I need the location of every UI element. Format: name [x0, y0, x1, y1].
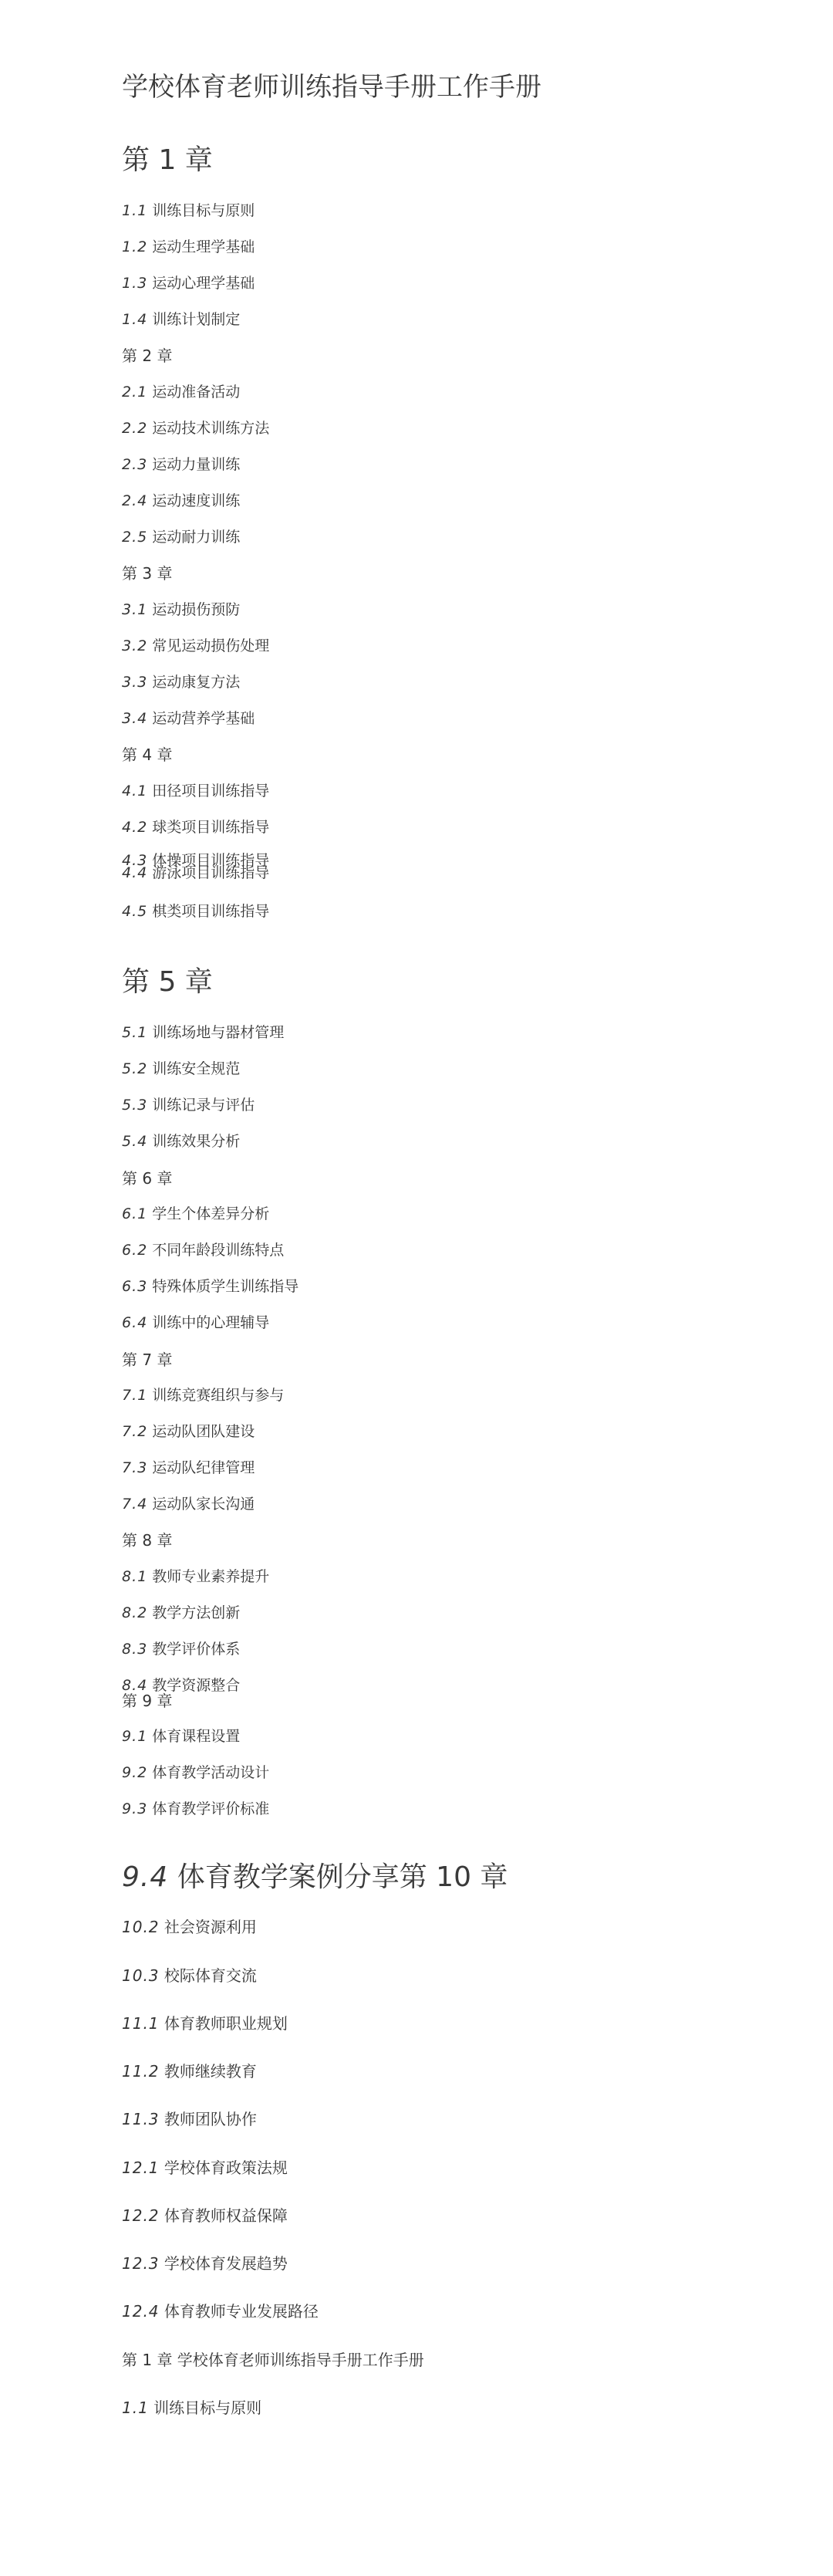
toc-item	[122, 276, 255, 291]
chapter-heading	[122, 2352, 424, 2368]
section-number: 4.3	[122, 852, 148, 869]
chapter-heading	[122, 1352, 172, 1367]
toc-item	[122, 313, 240, 327]
document-title: 学校体育老师训练指导手册工作手册	[122, 72, 541, 103]
toc-item	[122, 784, 269, 799]
section-title: 训练安全规范	[152, 1060, 241, 1077]
section-number: 4.4	[122, 864, 148, 881]
section-number: 6.2	[122, 1242, 148, 1259]
section-title: 运动心理学基础	[152, 275, 255, 292]
section-title: 球类项目训练指导	[152, 819, 270, 836]
section-number: 11.1	[122, 2014, 160, 2033]
toc-item	[122, 458, 240, 472]
chapter-heading	[122, 1171, 172, 1186]
toc-item	[122, 204, 255, 218]
section-number: 1.1	[122, 2399, 149, 2417]
section-number: 11.2	[122, 2062, 160, 2081]
section-title: 学生个体差异分析	[152, 1205, 270, 1222]
section-number: 2.4	[122, 492, 148, 509]
section-title: 教师团队协作	[164, 2110, 257, 2128]
section-title: 社会资源利用	[164, 1918, 257, 1936]
toc-item	[122, 2016, 288, 2031]
section-number: 6.3	[122, 1278, 148, 1295]
section-number: 7.2	[122, 1423, 148, 1440]
section-title: 第 8 章	[122, 1531, 173, 1550]
chapter-heading	[122, 966, 213, 998]
chapter-heading	[122, 144, 213, 176]
section-number: 4.2	[122, 819, 148, 836]
toc-item	[122, 2400, 261, 2415]
toc-item	[122, 1280, 298, 1294]
section-number: 5.4	[122, 1133, 148, 1150]
section-title: 第 6 章	[122, 1169, 173, 1188]
section-number: 10.3	[122, 1966, 160, 1985]
section-number: 3.3	[122, 674, 148, 691]
section-title: 训练竞赛组织与参与	[152, 1387, 285, 1404]
toc-item	[122, 1642, 240, 1657]
toc-item	[122, 1570, 269, 1584]
section-number: 8.1	[122, 1568, 148, 1585]
section-title: 教学方法创新	[152, 1604, 241, 1621]
toc-item	[122, 2304, 319, 2319]
section-title: 第 4 章	[122, 745, 173, 764]
section-number: 1.1	[122, 202, 148, 219]
toc-item	[122, 2064, 257, 2079]
toc-item	[122, 1729, 240, 1744]
section-title: 训练中的心理辅导	[152, 1314, 270, 1331]
section-title: 第 1 章 学校体育老师训练指导手册工作手册	[122, 2351, 424, 2369]
section-title: 学校体育政策法规	[164, 2158, 288, 2177]
chapter-heading	[122, 566, 172, 581]
toc-item	[122, 1919, 257, 1935]
toc-item	[122, 712, 255, 726]
toc-item	[122, 1098, 255, 1113]
section-title: 体育教学评价标准	[152, 1800, 270, 1817]
section-title: 运动营养学基础	[152, 710, 255, 727]
section-number: 5.2	[122, 1060, 148, 1077]
section-title: 体育教学活动设计	[152, 1764, 270, 1781]
toc-item	[122, 1316, 269, 1330]
section-title: 训练计划制定	[152, 311, 241, 328]
section-title: 教师继续教育	[164, 2062, 257, 2081]
toc-item	[122, 2111, 257, 2127]
section-number: 9.2	[122, 1764, 148, 1781]
section-title: 运动队家长沟通	[152, 1496, 255, 1513]
section-title: 训练场地与器材管理	[152, 1024, 285, 1041]
section-number: 1.2	[122, 238, 148, 255]
section-number: 12.4	[122, 2302, 160, 2321]
section-number: 8.4	[122, 1677, 148, 1694]
section-title: 运动力量训练	[152, 456, 241, 473]
section-title: 第 2 章	[122, 347, 173, 365]
section-title: 田径项目训练指导	[152, 783, 270, 800]
toc-item	[122, 530, 240, 545]
section-title: 校际体育交流	[164, 1966, 257, 1985]
section-number: 7.1	[122, 1387, 148, 1404]
chapter-heading	[122, 1693, 172, 1709]
section-title: 教师专业素养提升	[152, 1568, 270, 1585]
section-number: 2.5	[122, 529, 148, 546]
section-number: 9.4	[122, 1861, 169, 1893]
section-title: 学校体育发展趋势	[164, 2254, 288, 2273]
section-number: 2.1	[122, 384, 148, 401]
toc-item	[122, 1606, 240, 1621]
section-title: 棋类项目训练指导	[152, 903, 270, 920]
toc-item	[122, 1026, 284, 1040]
section-number: 9.1	[122, 1728, 148, 1745]
section-number: 6.4	[122, 1314, 148, 1331]
section-title: 训练效果分析	[152, 1133, 241, 1150]
section-number: 5.3	[122, 1097, 148, 1114]
toc-item	[122, 2208, 288, 2223]
section-number: 1.4	[122, 311, 148, 328]
section-title: 训练目标与原则	[153, 2399, 262, 2417]
toc-item	[122, 1388, 284, 1403]
toc-item	[122, 866, 269, 881]
section-title: 特殊体质学生训练指导	[152, 1278, 299, 1295]
section-number: 3.2	[122, 637, 148, 654]
toc-item	[122, 385, 240, 400]
section-number: 8.2	[122, 1604, 148, 1621]
chapter-heading	[122, 747, 172, 762]
section-title: 体育教师职业规划	[164, 2014, 288, 2033]
chapter-heading	[122, 348, 172, 363]
section-title: 运动速度训练	[152, 492, 241, 509]
section-number: 12.2	[122, 2206, 160, 2225]
section-title: 运动康复方法	[152, 674, 241, 691]
section-title: 不同年龄段训练特点	[152, 1242, 285, 1259]
section-number: 3.1	[122, 601, 148, 618]
toc-item	[122, 2256, 288, 2271]
toc-item	[122, 1497, 255, 1512]
toc-item	[122, 240, 255, 255]
section-title: 训练目标与原则	[152, 202, 255, 219]
toc-item	[122, 1207, 269, 1222]
section-title: 教学资源整合	[152, 1677, 241, 1694]
section-title: 训练记录与评估	[152, 1097, 255, 1114]
toc-item	[122, 639, 269, 654]
toc-item	[122, 1062, 240, 1077]
toc-item	[122, 675, 240, 690]
section-title: 运动队团队建设	[152, 1423, 255, 1440]
section-title: 运动队纪律管理	[152, 1459, 255, 1476]
merged-heading	[122, 1861, 508, 1893]
section-number: 6.1	[122, 1205, 148, 1222]
section-title: 体育教师权益保障	[164, 2206, 288, 2225]
section-number: 7.3	[122, 1459, 148, 1476]
toc-item	[122, 904, 269, 919]
toc-item	[122, 1802, 269, 1817]
section-number: 12.1	[122, 2158, 160, 2177]
toc-item	[122, 421, 269, 436]
section-title: 常见运动损伤处理	[152, 637, 270, 654]
section-title: 运动生理学基础	[152, 238, 255, 255]
section-number: 4.5	[122, 903, 148, 920]
toc-item	[122, 820, 269, 835]
section-title: 游泳项目训练指导	[152, 864, 270, 881]
section-title: 第 9 章	[122, 1692, 173, 1710]
toc-item	[122, 1425, 255, 1439]
section-title: 教学评价体系	[152, 1641, 241, 1658]
toc-item	[122, 1766, 269, 1780]
section-number: 11.3	[122, 2110, 160, 2128]
chapter-heading	[122, 1533, 172, 1548]
section-title: 运动耐力训练	[152, 529, 241, 546]
section-number: 1.3	[122, 275, 148, 292]
toc-item	[122, 1968, 257, 1983]
section-number: 4.1	[122, 783, 148, 800]
section-number: 12.3	[122, 2254, 160, 2273]
section-title: 体育课程设置	[152, 1728, 241, 1745]
section-title: 体操项目训练指导	[152, 852, 270, 869]
section-title: 第 7 章	[122, 1351, 173, 1369]
section-number: 2.3	[122, 456, 148, 473]
section-title: 第 3 章	[122, 564, 173, 583]
toc-item	[122, 603, 240, 617]
toc-item	[122, 2160, 288, 2175]
section-title: 第 1 章	[122, 144, 213, 176]
section-title: 运动技术训练方法	[152, 420, 270, 437]
section-number: 3.4	[122, 710, 148, 727]
section-title: 运动准备活动	[152, 384, 241, 401]
toc-item	[122, 1134, 240, 1149]
toc-item	[122, 494, 240, 509]
section-number: 5.1	[122, 1024, 148, 1041]
section-number: 9.3	[122, 1800, 148, 1817]
section-number: 2.2	[122, 420, 148, 437]
section-number: 10.2	[122, 1918, 160, 1936]
section-title: 运动损伤预防	[152, 601, 241, 618]
toc-item	[122, 1243, 284, 1258]
section-title: 体育教学案例分享第 10 章	[177, 1861, 508, 1893]
section-number: 7.4	[122, 1496, 148, 1513]
toc-item	[122, 1461, 255, 1476]
section-title: 体育教师专业发展路径	[164, 2302, 319, 2321]
section-number: 8.3	[122, 1641, 148, 1658]
section-title: 第 5 章	[122, 966, 213, 998]
